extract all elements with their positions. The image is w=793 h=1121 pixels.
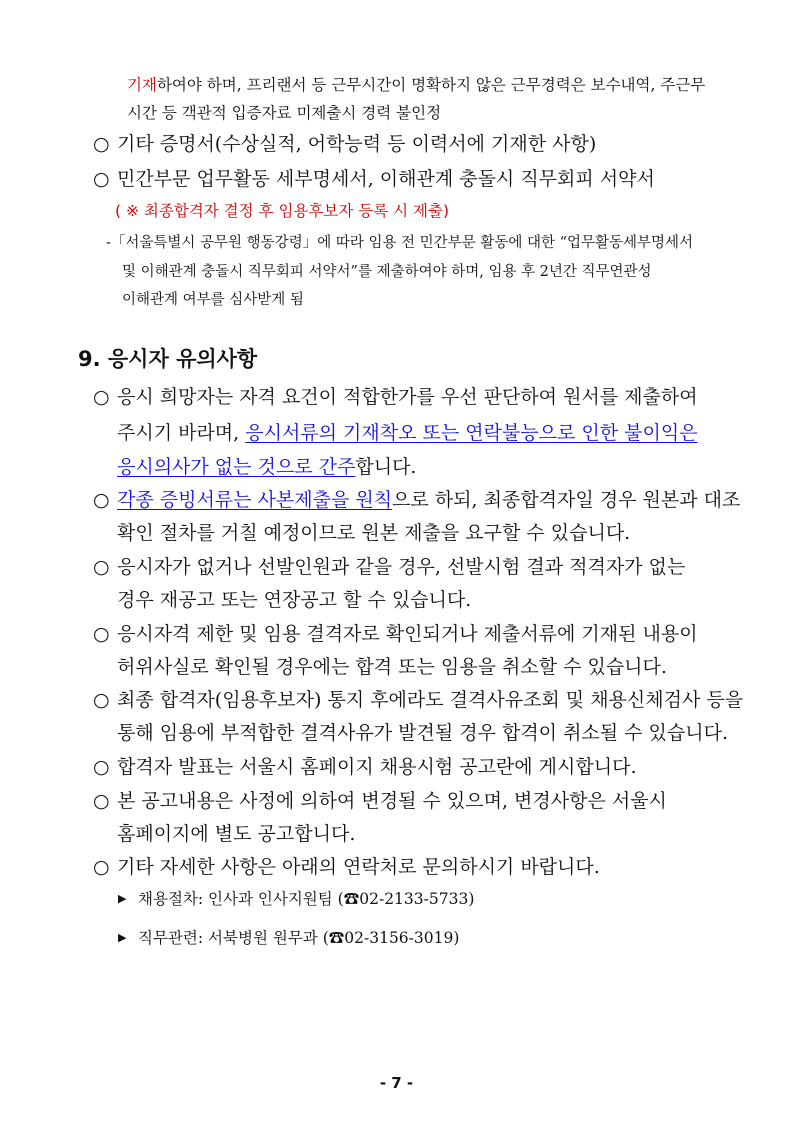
notice-item-2-line-2: 확인 절차를 거칠 예정이므로 원본 제출을 요구할 수 있습니다. [117, 522, 631, 544]
triangle-right-icon: ▶ [118, 892, 127, 905]
emphasis-underline: 각종 증빙서류는 사본제출을 원칙 [117, 489, 393, 511]
page-number: - 7 - [379, 1074, 414, 1092]
triangle-right-icon: ▶ [118, 931, 127, 944]
continued-item-line-2: 시간 등 객관적 입증자료 미제출시 경력 불인정 [127, 104, 442, 122]
doc-item-private-sector: ○ 민간부문 업무활동 세부명세서, 이해관계 충돌시 직무회피 서약서 [93, 168, 655, 190]
notice-item-1-line-1: ○ 응시 희망자는 자격 요건이 적합한가를 우선 판단하여 원서를 제출하여 [93, 386, 698, 408]
notice-item-1-line-3: 응시의사가 없는 것으로 간주합니다. [117, 456, 417, 478]
section-title: 9. 응시자 유의사항 [78, 347, 258, 371]
notice-item-5-line-2: 통해 임용에 부적합한 결격사유가 발견될 경우 합격이 취소될 수 있습니다. [117, 722, 729, 744]
highlight-text: 기재 [127, 76, 157, 94]
notice-item-7-line-1: ○ 본 공고내용은 사정에 의하여 변경될 수 있으며, 변경사항은 서울시 [93, 790, 667, 812]
notice-item-6: ○ 합격자 발표는 서울시 홈페이지 채용시험 공고란에 게시합니다. [93, 756, 637, 778]
notice-item-3-line-1: ○ 응시자가 없거나 선발인원과 같을 경우, 선발시험 결과 적격자가 없는 [93, 556, 686, 578]
continued-item-line-1: 기재하여야 하며, 프리랜서 등 근무시간이 명확하지 않은 근무경력은 보수내역, 주근무 [127, 76, 706, 94]
notice-item-3-line-2: 경우 재공고 또는 연장공고 할 수 있습니다. [117, 589, 472, 611]
code-of-conduct-line-2: 및 이해관계 충돌시 직무회피 서약서”를 제출하여야 하며, 임용 후 2년간 직무연관성 [122, 264, 652, 280]
emphasis-underline: 응시의사가 없는 것으로 간주 [117, 456, 356, 478]
doc-item-other-certificates: ○ 기타 증명서(수상실적, 어학능력 등 이력서에 기재한 사항) [93, 133, 597, 155]
notice-item-2-line-1: ○ 각종 증빙서류는 사본제출을 원칙으로 하되, 최종합격자일 경우 원본과 대조 [93, 489, 741, 511]
code-of-conduct-line-1: -「서울특별시 공무원 행동강령」에 따라 임용 전 민간부문 활동에 대한 “업무활동세부명세서 [106, 235, 694, 251]
notice-item-5-line-1: ○ 최종 합격자(임용후보자) 통지 후에라도 결격사유조회 및 채용신체검사 등을 [93, 689, 744, 711]
notice-item-4-line-2: 허위사실로 확인될 경우에는 합격 또는 임용을 취소할 수 있습니다. [117, 656, 667, 678]
emphasis-underline: 응시서류의 기재착오 또는 연락불능으로 인한 불이익은 [245, 422, 698, 444]
notice-item-1-line-2: 주시기 바라며, 응시서류의 기재착오 또는 연락불능으로 인한 불이익은 [117, 422, 698, 444]
submission-note: ( ※ 최종합격자 결정 후 임용후보자 등록 시 제출) [115, 202, 450, 220]
contact-recruitment: ▶ 채용절차: 인사과 인사지원팀 (☎02-2133-5733) [118, 890, 475, 908]
notice-item-7-line-2: 홈페이지에 별도 공고합니다. [117, 823, 356, 845]
code-of-conduct-line-3: 이해관계 여부를 심사받게 됨 [122, 292, 304, 308]
contact-job-related: ▶ 직무관련: 서북병원 원무과 (☎02-3156-3019) [118, 929, 460, 947]
notice-item-8: ○ 기타 자세한 사항은 아래의 연락처로 문의하시기 바랍니다. [93, 856, 600, 878]
notice-item-4-line-1: ○ 응시자격 제한 및 임용 결격자로 확인되거나 제출서류에 기재된 내용이 [93, 623, 698, 645]
